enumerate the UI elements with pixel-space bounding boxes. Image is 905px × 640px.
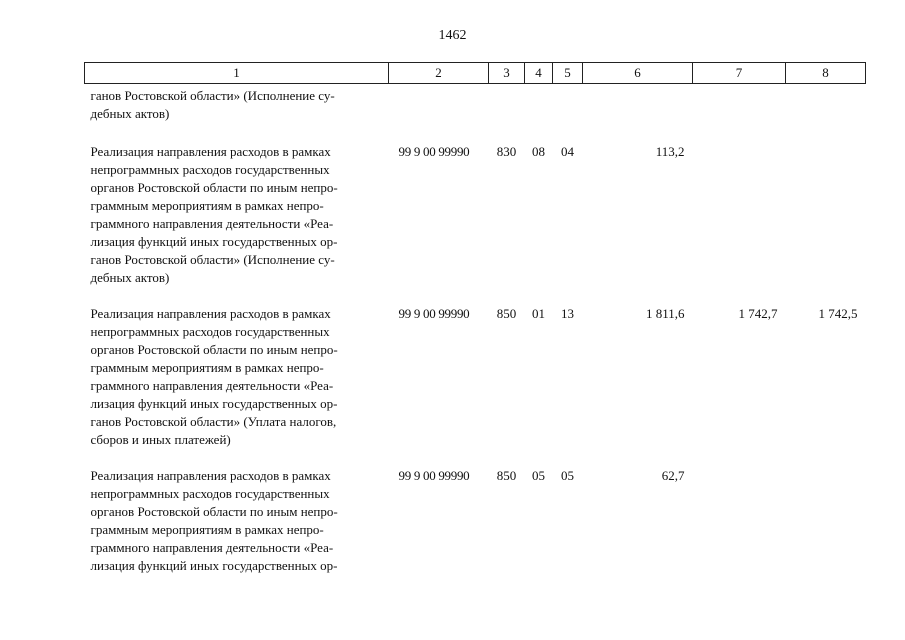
description-line: граммным мероприятиям в рамках непро- (90, 360, 324, 375)
page-number: 1462 (438, 28, 467, 43)
expense-type-code: 850 (496, 306, 517, 321)
column-header-2: 2 (389, 63, 489, 84)
table-row (85, 143, 866, 305)
subsection-code: 05 (561, 468, 574, 483)
amount-col-6: 113,2 (655, 144, 685, 159)
target-article-code: 99 9 00 99990 (398, 468, 470, 483)
section-code: 01 (532, 306, 545, 321)
subsection-code: 04 (561, 144, 574, 159)
description-line: граммным мероприятиям в рамках непро- (90, 198, 324, 213)
amount-col-7 (693, 143, 786, 305)
description-line: органов Ростовской области по иным непро- (90, 342, 338, 357)
section-code: 08 (532, 144, 545, 159)
description-line: ганов Ростовской области» (Уплата налогов, (90, 414, 337, 429)
target-article-code: 99 9 00 99990 (398, 306, 470, 321)
subsection-code: 13 (561, 306, 574, 321)
amount-col-6: 62,7 (661, 468, 685, 483)
column-header-7: 7 (693, 63, 786, 84)
amount-col-7: 1 742,7 (738, 306, 778, 321)
column-header-5: 5 (553, 63, 583, 84)
description-line: лизация функций иных государственных ор- (90, 558, 338, 573)
description-line: лизация функций иных государственных ор- (90, 396, 338, 411)
description-line: дебных актов) (90, 270, 170, 285)
description-line: сборов и иных платежей) (90, 432, 231, 447)
column-header-3: 3 (489, 63, 525, 84)
amount-col-6: 1 811,6 (645, 306, 685, 321)
description-line: непрограммных расходов государственных (90, 486, 330, 501)
row-description (85, 305, 389, 467)
amount-col-7 (693, 467, 786, 575)
description-line: органов Ростовской области по иным непро- (90, 504, 338, 519)
description-line: непрограммных расходов государственных (90, 162, 330, 177)
row-description (85, 143, 389, 305)
description-line: граммным мероприятиям в рамках непро- (90, 522, 324, 537)
description-line: граммного направления деятельности «Реа- (90, 216, 334, 231)
column-header-1: 1 (85, 63, 389, 84)
column-header-8: 8 (786, 63, 866, 84)
budget-table (84, 62, 866, 575)
description-line: граммного направления деятельности «Реа- (90, 540, 334, 555)
description-line: ганов Ростовской области» (Исполнение су- (90, 88, 335, 103)
table-header-row (85, 63, 866, 84)
description-line: непрограммных расходов государственных (90, 324, 330, 339)
expense-type-code: 830 (496, 144, 517, 159)
description-line: ганов Ростовской области» (Исполнение су- (90, 252, 335, 267)
column-header-4: 4 (525, 63, 553, 84)
description-line: граммного направления деятельности «Реа- (90, 378, 334, 393)
expense-type-code: 850 (496, 468, 517, 483)
amount-col-8 (786, 143, 866, 305)
table-row (85, 305, 866, 467)
target-article-code: 99 9 00 99990 (398, 144, 470, 159)
description-line: органов Ростовской области по иным непро- (90, 180, 338, 195)
description-line: Реализация направления расходов в рамках (90, 144, 331, 159)
description-line: дебных актов) (90, 106, 170, 121)
table-row-continuation (85, 84, 866, 144)
amount-col-8: 1 742,5 (818, 306, 858, 321)
section-code: 05 (532, 468, 545, 483)
row-description (85, 467, 389, 575)
description-line: Реализация направления расходов в рамках (90, 306, 331, 321)
row-description (85, 84, 389, 144)
description-line: Реализация направления расходов в рамках (90, 468, 331, 483)
column-header-6: 6 (583, 63, 693, 84)
description-line: лизация функций иных государственных ор- (90, 234, 338, 249)
amount-col-8 (786, 467, 866, 575)
table-row (85, 467, 866, 575)
